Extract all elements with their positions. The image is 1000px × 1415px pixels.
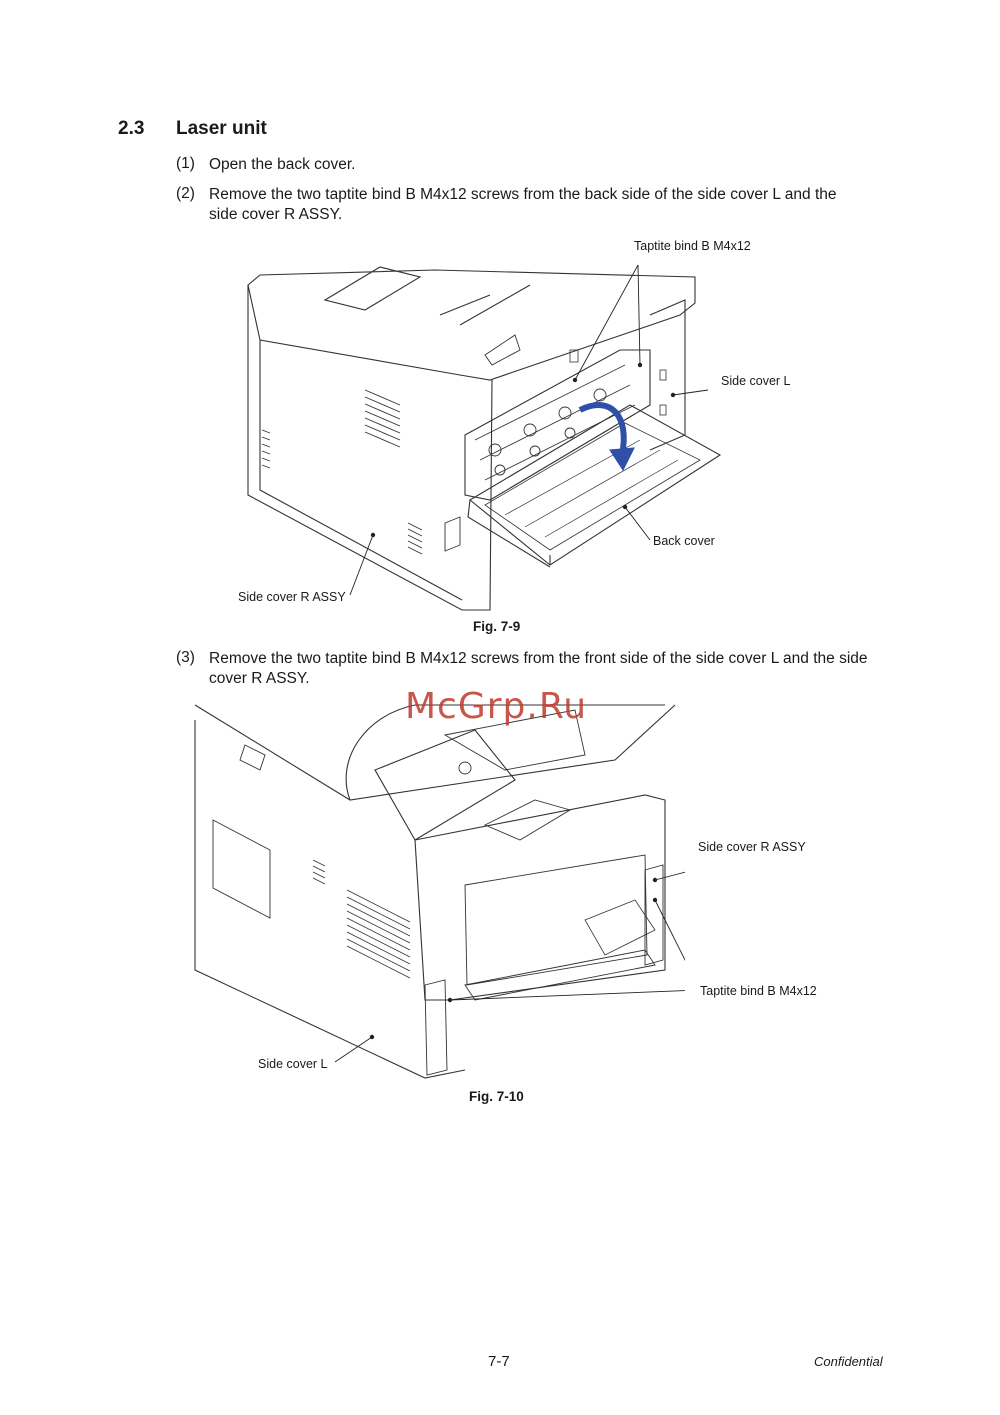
callout-back-cover: Back cover — [653, 534, 715, 548]
step-3-number: (3) — [176, 649, 195, 666]
figure-7-9-caption: Fig. 7-9 — [473, 619, 521, 634]
callout-side-cover-l-fig2: Side cover L — [258, 1057, 328, 1071]
page-number: 7-7 — [488, 1353, 510, 1370]
callout-screw-fig2: Taptite bind B M4x12 — [700, 984, 817, 998]
step-2-number: (2) — [176, 185, 195, 202]
watermark: McGrp.Ru — [405, 686, 588, 727]
callout-side-cover-l-fig1: Side cover L — [721, 374, 791, 388]
step-1-text: Open the back cover. — [209, 156, 356, 173]
section-title: Laser unit — [176, 118, 267, 139]
section-number: 2.3 — [118, 118, 145, 139]
figure-7-10-illustration — [185, 700, 685, 1080]
figure-7-9-illustration — [230, 255, 730, 620]
confidential-label: Confidential — [814, 1354, 883, 1369]
step-1-number: (1) — [176, 155, 195, 172]
callout-side-cover-r-fig1: Side cover R ASSY — [238, 590, 346, 604]
figure-7-10-caption: Fig. 7-10 — [469, 1089, 524, 1104]
step-2-text: Remove the two taptite bind B M4x12 screws from the back side of the side cover L and the side cover R ASSY. — [209, 186, 837, 223]
callout-side-cover-r-fig2: Side cover R ASSY — [698, 840, 806, 854]
callout-screw-fig1: Taptite bind B M4x12 — [634, 239, 751, 253]
step-3-text: Remove the two taptite bind B M4x12 screws from the front side of the side cover L and the side cover R ASSY. — [209, 650, 868, 687]
